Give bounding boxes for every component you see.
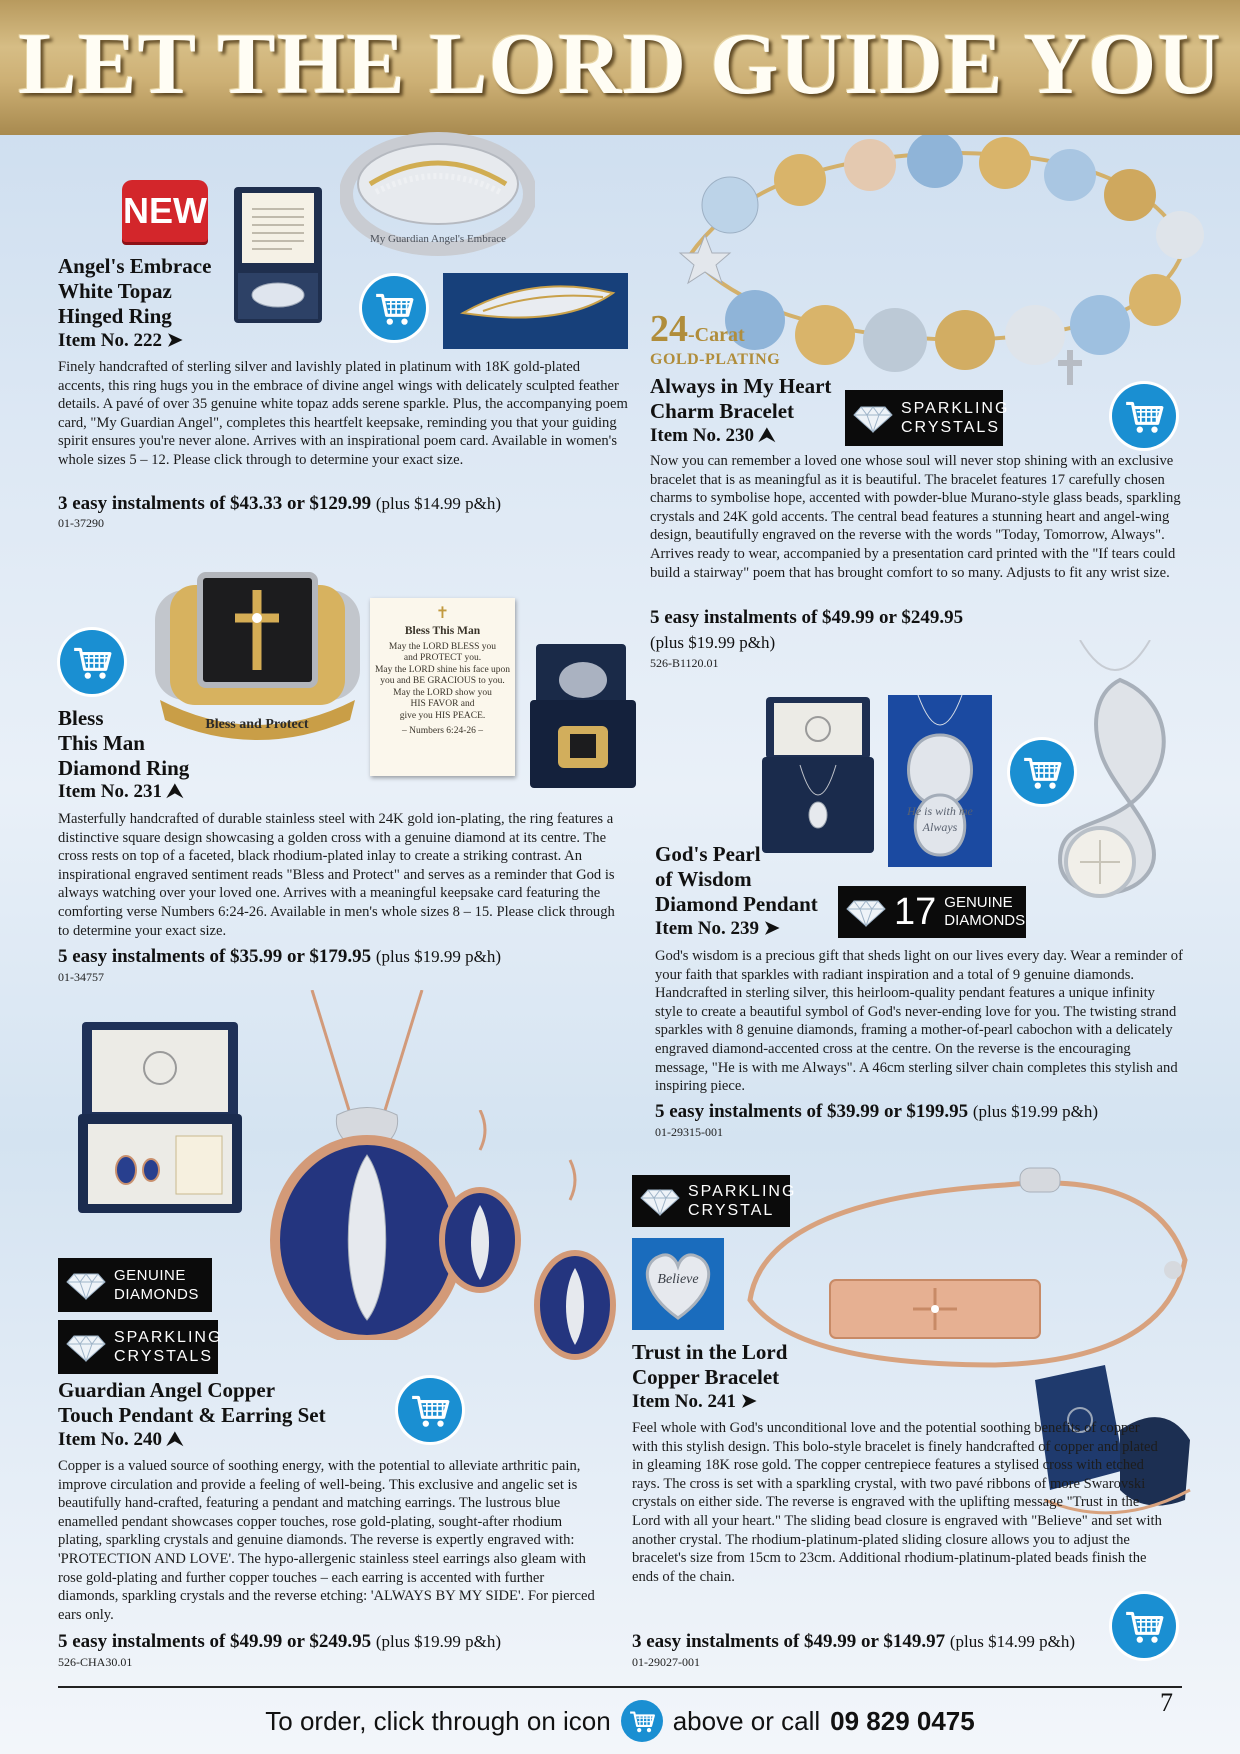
cart-button-231[interactable] [60, 630, 124, 694]
diamond-icon [846, 897, 886, 927]
shopping-cart-icon [1123, 395, 1165, 437]
guardian-code: 526-CHA30.01 [58, 1655, 133, 1669]
angel-ring-box-image [232, 185, 324, 325]
cart-button-230[interactable] [1112, 384, 1176, 448]
angel-wing-detail-image [443, 273, 628, 349]
pearl-title: God's Pearl of Wisdom Diamond Pendant [655, 842, 818, 916]
cart-button-222[interactable] [362, 276, 426, 340]
cross-icon: ✝ [435, 605, 450, 622]
pearl-description: God's wisdom is a precious gift that sheds light on our lives every day. Wear a reminder of your faith that sparkles with radiant inspiration and a total of 9 genuine diamonds. Handcrafted in sterling silver, this heirloom-quality pendant features a unique infinity style to create a beautiful symbol of God's never-ending love for you. The twisting strand sparkles with 8 genuine diamonds, framing a mother-of-pearl cabochon with a delicately engraved diamond-accented cross at the centre. On the reverse is the encouraging message, "He is with me Always". A 46cm sterling silver chain completes this stylish and inspiring piece. [655, 948, 1183, 1095]
shopping-cart-icon [373, 287, 415, 329]
trust-item-no: Item No. 241 ➤ [632, 1391, 757, 1412]
blessman-item-no: Item No. 231 ⮝ [58, 781, 183, 802]
believe-heart-image: Believe [632, 1238, 724, 1330]
footer-divider [58, 1686, 1182, 1688]
bracelet-title: Always in My Heart Charm Bracelet [650, 374, 832, 423]
cart-button-240[interactable] [398, 1378, 462, 1442]
blessman-title: Bless This Man Diamond Ring [58, 706, 190, 780]
guardian-earrings-image [430, 1110, 620, 1370]
gold-plating-label: 24-Carat GOLD-PLATING [650, 308, 781, 368]
bracelet-code: 526-B1120.01 [650, 656, 719, 670]
angel-item-no: Item No. 222 ➤ [58, 330, 183, 351]
angel-price: 3 easy instalments of $43.33 or $129.99 (plus $14.99 p&h) [58, 493, 502, 514]
cart-button-239[interactable] [1010, 740, 1074, 804]
footer-cart-icon[interactable] [621, 1700, 663, 1742]
order-footer: To order, click through on icon above or call 09 829 0475 [0, 1700, 1240, 1742]
svg-text:Bless and Protect: Bless and Protect [205, 717, 309, 732]
trust-title: Trust in the Lord Copper Bracelet [632, 1340, 788, 1389]
guardian-description: Copper is a valued source of soothing energy, with the potential to alleviate arthritic pain, improve circulation and provide a feeling of well-being. This exclusive and angelic set is beautifully hand-crafted, featuring a pendant and matching earrings. The lustrous blue enamelled pendant showcases copper touches, rose gold-plating, sought-after rhodium plating, sparkling crystals and genuine diamonds. The reverse is expertly engraved with: 'PROTECTION AND LOVE'. The hypo-allergenic stainless steel earrings also gleam with rose gold-plating and further copper touches – each earring is accented with further diamonds, sparkling crystals and the reverse etching: 'ALWAYS BY MY SIDE'. For pierced ears only. [58, 1458, 595, 1623]
diamond-icon [853, 403, 893, 433]
sparkling-crystals-badge: SPARKLING CRYSTALS [845, 390, 1003, 446]
diamond-icon [66, 1332, 106, 1362]
shopping-cart-icon [628, 1707, 656, 1735]
guardian-price: 5 easy instalments of $49.99 or $249.95 (plus $19.99 p&h) [58, 1631, 502, 1652]
pearl-price: 5 easy instalments of $39.99 or $199.95 (plus $19.99 p&h) [655, 1101, 1099, 1122]
genuine-diamonds-badge: GENUINE DIAMONDS [58, 1258, 212, 1312]
pearl-reverse-image [888, 695, 992, 867]
diamond-icon [640, 1186, 680, 1216]
shopping-cart-icon [409, 1389, 451, 1431]
bracelet-item-no: Item No. 230 ⮝ [650, 425, 775, 446]
bracelet-price: 5 easy instalments of $49.99 or $249.95 [650, 607, 964, 628]
shopping-cart-icon [1021, 751, 1063, 793]
trust-description: Feel whole with God's unconditional love and the potential soothing benefits of copper with this stylish design. This bolo-style bracelet is finely handcrafted of copper and plated in gleaming 18K rose gold. The copper centrepiece features a stylised cross with etched rays. The cross is set with a sparkling crystal, with two pavé ribbons of more Swarovski crystals on either side. The reverse is engraved with the uplifting message "Trust in the Lord with all your heart." The sliding bead closure is engraved with "Believe" and set with another crystal. The rhodium-platinum-plated sliding closure allows you to adjust the bracelet's size from 15cm to 23cm. Additional rhodium-platinum-plated beads finish the ends of the chain. [632, 1420, 1162, 1585]
bracelet-pph: (plus $19.99 p&h) [650, 633, 776, 652]
blessman-price: 5 easy instalments of $35.99 or $179.95 (plus $19.99 p&h) [58, 946, 502, 967]
blessman-code: 01-34757 [58, 970, 104, 984]
blessman-description: Masterfully handcrafted of durable stainless steel with 24K gold ion-plating, the ring features a distinctive square design showcasing a golden cross with a genuine diamond at its centre. The cross rests on top of a faceted, black rhodium-plated inlay to create a striking contrast. An inspirational engraved sentiment reads "Bless and Protect" and serves as a reminder that God is always watching over your loved one. Arrives with a meaningful keepsake card featuring the comforting verse Numbers 6:24-26. Available in men's whole sizes 8 – 15. Please click through to determine your exact size. [58, 811, 615, 939]
sparkling-crystals-badge-guardian: SPARKLING CRYSTALS [58, 1320, 218, 1374]
page-number: 7 [1160, 1688, 1173, 1717]
angel-description: Finely handcrafted of sterling silver and lavishly plated in platinum with 18K gold-plated accents, this ring hugs you in the embrace of divine angel wings with delicately sculpted feather details. A pavé of over 35 genuine white topaz adds serene sparkle. Plus, the accompanying poem card, "My Guardian Angel", completes this heartfelt keepsake, reminding you that your guiding spirit ensures you're never alone. Arrives with an inspirational poem card. Available in women's whole sizes 5 – 12. Please click through to determine your exact size. [58, 359, 628, 468]
bless-ring-box-image [528, 640, 638, 790]
genuine-diamonds-badge-17: 17 GENUINE DIAMONDS [838, 886, 1026, 938]
bracelet-description: Now you can remember a loved one whose soul will never stop shining with an exclusive bracelet that is as meaningful as it is beautiful. The bracelet features 17 carefully chosen charms to symbolise hope, accented with powder-blue Murano-style glass beads, sparkling crystals and 24K gold accents. The central bead features a stunning heart and angel-wing design, beautifully engraved on the reverse with the words "Today, Tomorrow, Always". Arrives ready to wear, accompanied by a presentation card printed with the "If tears could build a stairway" poem that has brought comfort to so many. Adjusts to fit any wrist size. [650, 453, 1181, 581]
sparkling-crystal-badge: SPARKLING CRYSTAL [632, 1175, 790, 1227]
pearl-code: 01-29315-001 [655, 1125, 723, 1139]
pearl-item-no: Item No. 239 ➤ [655, 918, 780, 939]
new-tag: NEW [122, 180, 208, 242]
pearl-box-image [760, 695, 876, 855]
guardian-item-no: Item No. 240 ⮝ [58, 1429, 183, 1450]
guardian-box-image [76, 1020, 244, 1215]
shopping-cart-icon [71, 641, 113, 683]
trust-price: 3 easy instalments of $49.99 or $149.97 (plus $14.99 p&h) [632, 1631, 1076, 1652]
svg-text:My Guardian Angel's Embrace: My Guardian Angel's Embrace [369, 233, 507, 245]
page-title: LET THE LORD GUIDE YOU [18, 16, 1222, 113]
pendant-inscription: He is with me Always [907, 804, 973, 834]
order-phone[interactable]: 09 829 0475 [830, 1705, 975, 1736]
trust-code: 01-29027-001 [632, 1655, 700, 1669]
guardian-title: Guardian Angel Copper Touch Pendant & Earring Set [58, 1378, 326, 1427]
bless-keepsake-card: ✝ Bless This Man May the LORD BLESS you and PROTECT you. May the LORD shine his face upon you and BE GRACIOUS to you. May the LORD show you HIS FAVOR and give you HIS PEACE. – Numbers 6:24-26 – [370, 598, 515, 776]
angel-code: 01-37290 [58, 516, 104, 530]
angel-title: Angel's Embrace White Topaz Hinged Ring [58, 254, 212, 328]
diamond-icon [66, 1270, 106, 1300]
angel-ring-image [340, 132, 535, 257]
